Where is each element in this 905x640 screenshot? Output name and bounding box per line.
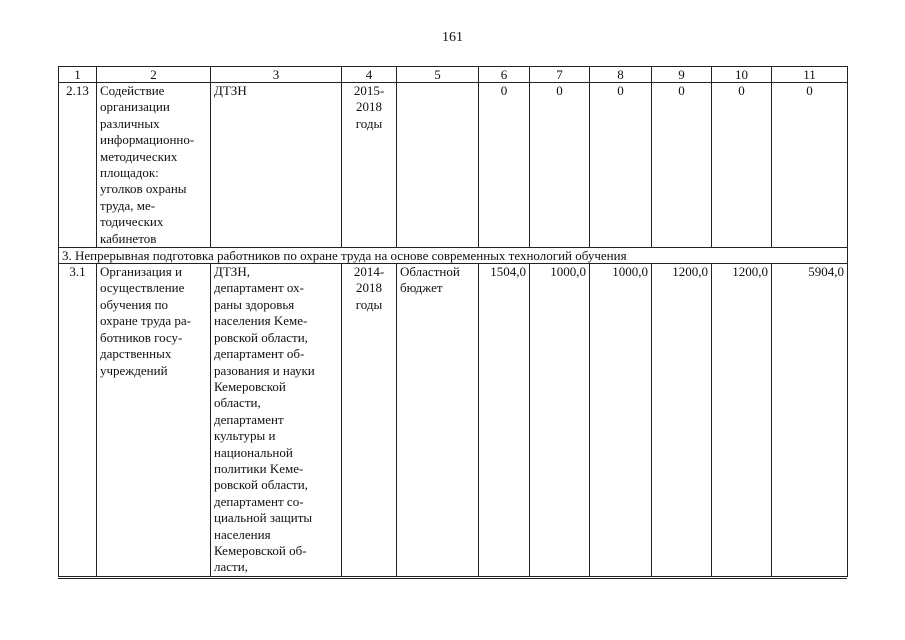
section-heading: 3. Непрерывная подготовка работников по охране труда на основе современных технологий обучения (59, 248, 848, 264)
value-total: 0 (772, 83, 848, 248)
value-2018: 0 (712, 83, 772, 248)
value-2018: 1200,0 (712, 264, 772, 577)
program-table (58, 66, 848, 577)
col-1-header: 1 (59, 67, 97, 83)
col-3-header: 3 (211, 67, 342, 83)
value-2016: 0 (590, 83, 652, 248)
col-5-header: 5 (397, 67, 479, 83)
value-total: 5904,0 (772, 264, 848, 577)
executor: ДТЗН (211, 83, 342, 248)
section-heading-row (59, 248, 848, 264)
col-8-header: 8 (590, 67, 652, 83)
col-7-header: 7 (530, 67, 590, 83)
value-2017: 0 (652, 83, 712, 248)
funding-source: Областной бюджет (397, 264, 479, 577)
col-6-header: 6 (479, 67, 530, 83)
measure-name: Организация и осуществление обучения по охране труда ра- ботников госу- дарственных учреждений (97, 264, 211, 577)
funding-source (397, 83, 479, 248)
table-row-2-13 (59, 83, 848, 248)
value-2016: 1000,0 (590, 264, 652, 577)
col-10-header: 10 (712, 67, 772, 83)
table-bottom-rule (58, 578, 847, 579)
period: 2014- 2018 годы (342, 264, 397, 577)
page-number: 161 (442, 30, 463, 45)
table-row-3-1 (59, 264, 848, 577)
value-2014: 0 (479, 83, 530, 248)
executor: ДТЗН, департамент ох- раны здоровья населения Keме- ровской области, департамент об- разования и науки Кемеровской области, департамент культуры и национальной политики Keме- ровской области, департамент со- циальной защиты населения Кемеровской об- ласти, (211, 264, 342, 577)
col-4-header: 4 (342, 67, 397, 83)
period: 2015- 2018 годы (342, 83, 397, 248)
col-9-header: 9 (652, 67, 712, 83)
col-2-header: 2 (97, 67, 211, 83)
value-2017: 1200,0 (652, 264, 712, 577)
row-number: 2.13 (59, 83, 97, 248)
value-2015: 1000,0 (530, 264, 590, 577)
value-2014: 1504,0 (479, 264, 530, 577)
col-11-header: 11 (772, 67, 848, 83)
row-number: 3.1 (59, 264, 97, 577)
value-2015: 0 (530, 83, 590, 248)
measure-name: Содействие организации различных информационно- методических площадок: уголков охраны труда, ме- тодических кабинетов (97, 83, 211, 248)
column-number-row (59, 67, 848, 83)
